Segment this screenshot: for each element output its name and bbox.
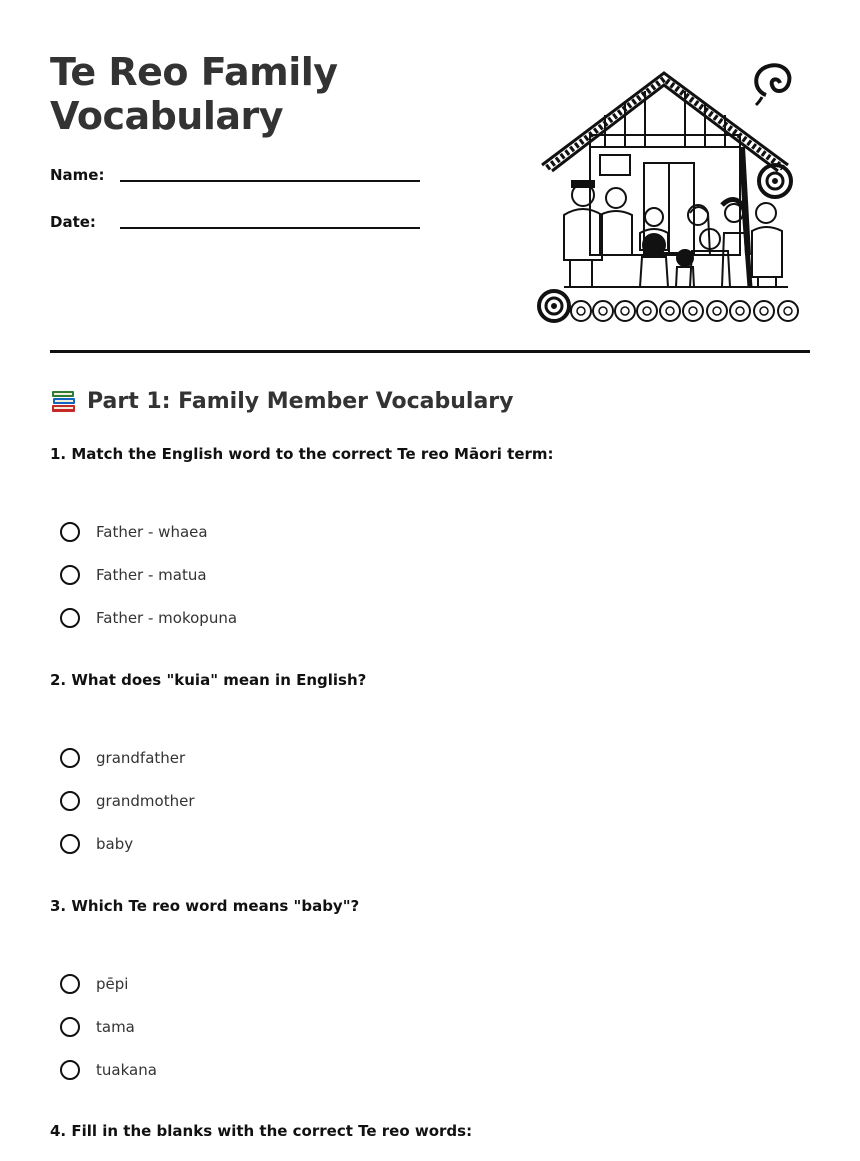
question-2 bbox=[50, 669, 810, 865]
option-1a[interactable] bbox=[50, 510, 810, 553]
radio-button[interactable] bbox=[60, 748, 80, 768]
radio-button[interactable] bbox=[60, 1017, 80, 1037]
option-label: baby bbox=[96, 834, 134, 853]
option-3a[interactable] bbox=[50, 962, 810, 1005]
radio-button[interactable] bbox=[60, 522, 80, 542]
date-field-row bbox=[50, 213, 430, 243]
name-label: Name: bbox=[50, 166, 105, 184]
name-input-line[interactable] bbox=[120, 180, 420, 182]
header-divider bbox=[50, 350, 810, 353]
option-1b[interactable] bbox=[50, 553, 810, 596]
section-heading-text: Part 1: Family Member Vocabulary bbox=[87, 388, 514, 414]
option-3b[interactable] bbox=[50, 1005, 810, 1048]
option-2b[interactable] bbox=[50, 779, 810, 822]
option-label: grandmother bbox=[96, 791, 195, 810]
question-text: 1. Match the English word to the correct Te reo Māori term: bbox=[50, 445, 554, 463]
question-3 bbox=[50, 895, 810, 1091]
option-label: grandfather bbox=[96, 748, 186, 767]
option-label: Father - mokopuna bbox=[96, 608, 238, 627]
question-4 bbox=[50, 1120, 810, 1142]
options-list bbox=[50, 736, 810, 865]
option-label: pēpi bbox=[96, 974, 129, 993]
books-icon bbox=[50, 388, 78, 414]
radio-button[interactable] bbox=[60, 974, 80, 994]
question-text: 3. Which Te reo word means "baby"? bbox=[50, 897, 360, 915]
option-2a[interactable] bbox=[50, 736, 810, 779]
options-list bbox=[50, 510, 810, 639]
option-2c[interactable] bbox=[50, 822, 810, 865]
question-1 bbox=[50, 443, 810, 639]
options-list bbox=[50, 962, 810, 1091]
name-field-row bbox=[50, 166, 430, 196]
wharenui-family-illustration bbox=[530, 55, 805, 327]
option-label: Father - whaea bbox=[96, 522, 208, 541]
option-label: Father - matua bbox=[96, 565, 207, 584]
date-input-line[interactable] bbox=[120, 227, 420, 229]
radio-button[interactable] bbox=[60, 791, 80, 811]
option-label: tama bbox=[96, 1017, 135, 1036]
radio-button[interactable] bbox=[60, 1060, 80, 1080]
page-title: Te Reo Family Vocabulary bbox=[50, 50, 338, 138]
question-text: 4. Fill in the blanks with the correct Te reo words: bbox=[50, 1122, 473, 1140]
question-text: 2. What does "kuia" mean in English? bbox=[50, 671, 367, 689]
radio-button[interactable] bbox=[60, 834, 80, 854]
section-heading-part-1 bbox=[50, 388, 514, 414]
option-3c[interactable] bbox=[50, 1048, 810, 1091]
option-1c[interactable] bbox=[50, 596, 810, 639]
radio-button[interactable] bbox=[60, 608, 80, 628]
option-label: tuakana bbox=[96, 1060, 157, 1079]
radio-button[interactable] bbox=[60, 565, 80, 585]
date-label: Date: bbox=[50, 213, 96, 231]
